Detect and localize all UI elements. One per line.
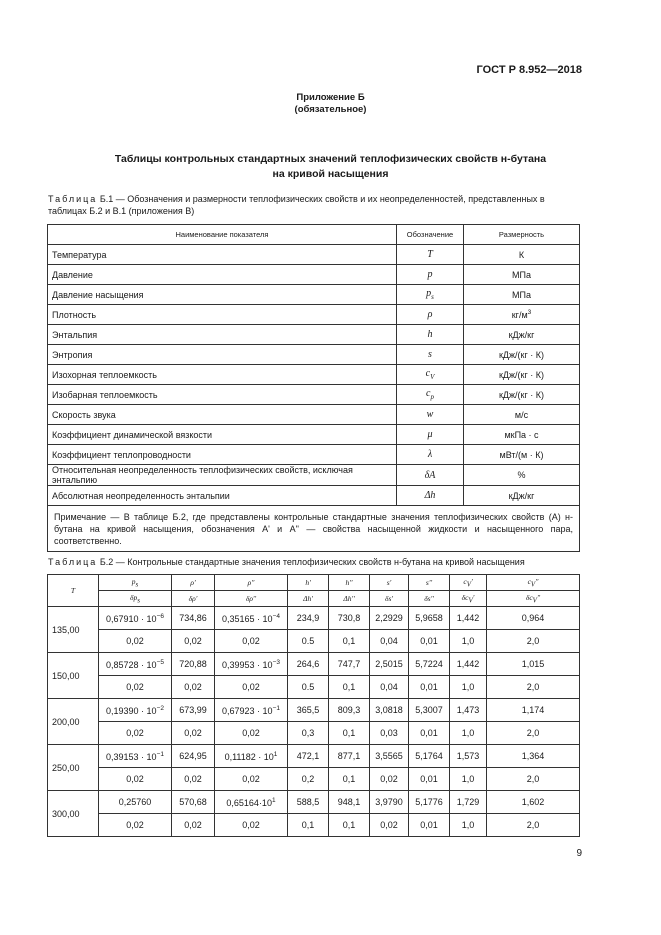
table1-row <box>48 385 580 405</box>
table-row <box>48 791 580 814</box>
value-cell: 5,9658 <box>409 607 450 630</box>
table-row <box>48 745 580 768</box>
table2-header-temperature: T <box>48 575 99 607</box>
uncertainty-cell: 0.5 <box>288 676 329 699</box>
uncertainty-cell: 2,0 <box>487 676 580 699</box>
property-name: Изобарная теплоемкость <box>48 385 397 405</box>
uncertainty-cell: 0,01 <box>409 768 450 791</box>
value-cell: $0,67910 \cdot 10^{-6}$ <box>99 607 172 630</box>
uncertainty-cell: 0,02 <box>99 630 172 653</box>
temperature-cell: 300,00 <box>48 791 99 837</box>
property-symbol: T <box>397 245 464 265</box>
value-cell: 1,174 <box>487 699 580 722</box>
value-cell: 588,5 <box>288 791 329 814</box>
property-name: Относительная неопределенность теплофизических свойств, исключая энтальпию <box>48 465 397 486</box>
uncertainty-cell: 0,02 <box>215 722 288 745</box>
table2-header-property: $p_s$ <box>99 575 172 591</box>
value-cell: 0,964 <box>487 607 580 630</box>
uncertainty-cell: 0,1 <box>288 814 329 837</box>
property-unit: мВт/(м · К) <box>464 445 580 465</box>
value-cell: 3,0818 <box>370 699 409 722</box>
value-cell: 2,5015 <box>370 653 409 676</box>
table2-header-property: ρ'' <box>215 575 288 591</box>
uncertainty-cell: 0,02 <box>172 768 215 791</box>
property-name: Коэффициент динамической вязкости <box>48 425 397 445</box>
page-number: 9 <box>576 848 582 859</box>
uncertainty-cell: 0,01 <box>409 722 450 745</box>
property-symbol: s <box>397 345 464 365</box>
table1-row <box>48 345 580 365</box>
temperature-cell: 150,00 <box>48 653 99 699</box>
uncertainty-cell: 1,0 <box>450 722 487 745</box>
value-cell: 234,9 <box>288 607 329 630</box>
table-row <box>48 607 580 630</box>
section-title-line1: Таблицы контрольных стандартных значений теплофизических свойств н-бутана <box>114 153 547 165</box>
value-cell: $0,67923 \cdot 10^{-1}$ <box>215 699 288 722</box>
table1-row <box>48 305 580 325</box>
uncertainty-cell: 0,04 <box>370 676 409 699</box>
value-cell: 365,5 <box>288 699 329 722</box>
table1-header-name: Наименование показателя <box>48 225 397 245</box>
uncertainty-cell: 0,02 <box>99 722 172 745</box>
uncertainty-cell: 0,02 <box>99 814 172 837</box>
table2-header-uncertainty: Δh'' <box>329 591 370 607</box>
table1-row <box>48 425 580 445</box>
table-row <box>48 699 580 722</box>
uncertainty-cell: 0,04 <box>370 630 409 653</box>
uncertainty-cell: 1,0 <box>450 630 487 653</box>
table2-header-uncertainty: δs'' <box>409 591 450 607</box>
table1-header-row <box>48 225 580 245</box>
property-name: Изохорная теплоемкость <box>48 365 397 385</box>
property-symbol: p <box>397 265 464 285</box>
value-cell: 1,442 <box>450 653 487 676</box>
table1-row <box>48 325 580 345</box>
value-cell: $0,85728 \cdot 10^{-5}$ <box>99 653 172 676</box>
table1-caption <box>48 193 581 217</box>
uncertainty-cell: 0,1 <box>329 768 370 791</box>
table1-row <box>48 486 580 506</box>
uncertainty-cell: 0,02 <box>215 630 288 653</box>
value-cell: 3,5565 <box>370 745 409 768</box>
value-cell: 877,1 <box>329 745 370 768</box>
uncertainty-cell: 2,0 <box>487 768 580 791</box>
value-cell: 948,1 <box>329 791 370 814</box>
uncertainty-cell: 0,1 <box>329 630 370 653</box>
uncertainty-cell: 0,2 <box>288 768 329 791</box>
table2-header-property: s'' <box>409 575 450 591</box>
table-row <box>48 676 580 699</box>
table2-header-uncertainty: $\delta c_V''$ <box>487 591 580 607</box>
value-cell: 3,9790 <box>370 791 409 814</box>
value-cell: 5,1764 <box>409 745 450 768</box>
property-unit: кДж/(кг · К) <box>464 345 580 365</box>
value-cell: 1,442 <box>450 607 487 630</box>
value-cell: 1,015 <box>487 653 580 676</box>
property-unit: кДж/кг <box>464 325 580 345</box>
uncertainty-cell: 0,01 <box>409 630 450 653</box>
table2-caption <box>48 556 581 568</box>
uncertainty-cell: 2,0 <box>487 814 580 837</box>
property-symbol: w <box>397 405 464 425</box>
uncertainty-cell: 0,02 <box>370 768 409 791</box>
property-unit: $кг/м^3$ <box>464 305 580 325</box>
temperature-cell: 250,00 <box>48 745 99 791</box>
document-code: ГОСТ Р 8.952—2018 <box>476 64 582 76</box>
table1-row <box>48 445 580 465</box>
value-cell: $0,39953 \cdot 10^{-3}$ <box>215 653 288 676</box>
table2-header-property: $c_V''$ <box>487 575 580 591</box>
property-symbol: $c_p$ <box>397 385 464 405</box>
uncertainty-cell: 0,02 <box>172 676 215 699</box>
table2-caption-text: Б.2 — Контрольные стандартные значения теплофизических свойств н-бутана на кривой насыщения <box>99 557 525 567</box>
table2-header-property: h'' <box>329 575 370 591</box>
value-cell: 720,88 <box>172 653 215 676</box>
table1-row <box>48 465 580 486</box>
value-cell: 264,6 <box>288 653 329 676</box>
table1-row <box>48 285 580 305</box>
uncertainty-cell: 0,02 <box>215 768 288 791</box>
table-row <box>48 768 580 791</box>
value-cell: 1,729 <box>450 791 487 814</box>
property-unit: % <box>464 465 580 486</box>
table1-caption-label: Таблица <box>48 194 98 204</box>
uncertainty-cell: 0,1 <box>329 814 370 837</box>
appendix-title: Приложение Б <box>296 92 365 103</box>
uncertainty-cell: 0,01 <box>409 676 450 699</box>
value-cell: 1,602 <box>487 791 580 814</box>
uncertainty-cell: 2,0 <box>487 630 580 653</box>
value-cell: 747,7 <box>329 653 370 676</box>
value-cell: 673,99 <box>172 699 215 722</box>
table1-row <box>48 245 580 265</box>
value-cell: 570,68 <box>172 791 215 814</box>
uncertainty-cell: 1,0 <box>450 676 487 699</box>
value-cell: $0,11182 \cdot 10^1$ <box>215 745 288 768</box>
property-symbol: h <box>397 325 464 345</box>
property-symbol: δA <box>397 465 464 486</box>
property-unit: мкПа · с <box>464 425 580 445</box>
property-name: Плотность <box>48 305 397 325</box>
table-row <box>48 653 580 676</box>
uncertainty-cell: 0,02 <box>215 814 288 837</box>
property-symbol: ρ <box>397 305 464 325</box>
temperature-cell: 200,00 <box>48 699 99 745</box>
value-cell: $0,65164\cdot 10^1$ <box>215 791 288 814</box>
property-symbol: Δh <box>397 486 464 506</box>
property-symbol: λ <box>397 445 464 465</box>
property-unit: МПа <box>464 265 580 285</box>
property-name: Давление насыщения <box>48 285 397 305</box>
table1-row <box>48 405 580 425</box>
appendix-subtitle: (обязательное) <box>294 104 367 115</box>
table2-header-uncertainty: $\delta p_s$ <box>99 591 172 607</box>
table1-note-row <box>48 506 580 552</box>
value-cell: 1,473 <box>450 699 487 722</box>
table2-header-row <box>48 575 580 591</box>
table2-header-uncertainty: δs' <box>370 591 409 607</box>
uncertainty-cell: 2,0 <box>487 722 580 745</box>
value-cell: 809,3 <box>329 699 370 722</box>
value-cell: 1,573 <box>450 745 487 768</box>
table1-header-unit: Размерность <box>464 225 580 245</box>
table2-caption-label: Таблица <box>48 557 98 567</box>
uncertainty-cell: 0,1 <box>329 676 370 699</box>
value-cell: 730,8 <box>329 607 370 630</box>
table-row <box>48 722 580 745</box>
uncertainty-cell: 0,02 <box>215 676 288 699</box>
value-cell: $0,35165 \cdot 10^{-4}$ <box>215 607 288 630</box>
uncertainty-cell: 1,0 <box>450 768 487 791</box>
property-unit: МПа <box>464 285 580 305</box>
property-unit: К <box>464 245 580 265</box>
uncertainty-cell: 0,02 <box>99 768 172 791</box>
table1-row <box>48 265 580 285</box>
value-cell: 5,7224 <box>409 653 450 676</box>
table1-caption-text: Б.1 — Обозначения и размерности теплофизических свойств и их неопределенностей, представленных в таблицах Б.2 и В.1 (приложения В) <box>48 194 545 216</box>
table1-header-symbol: Обозначение <box>397 225 464 245</box>
uncertainty-cell: 0,3 <box>288 722 329 745</box>
table2-header-uncertainty: δρ'' <box>215 591 288 607</box>
table-row <box>48 630 580 653</box>
property-unit: кДж/кг <box>464 486 580 506</box>
table2-header-property: s' <box>370 575 409 591</box>
table2-header-row <box>48 591 580 607</box>
property-unit: кДж/(кг · К) <box>464 385 580 405</box>
value-cell: 2,2929 <box>370 607 409 630</box>
property-unit: м/с <box>464 405 580 425</box>
property-symbol: μ <box>397 425 464 445</box>
table2-header-property: $c_V'$ <box>450 575 487 591</box>
section-title <box>60 152 601 182</box>
uncertainty-cell: 0.5 <box>288 630 329 653</box>
property-name: Энтальпия <box>48 325 397 345</box>
table-saturation-values <box>47 574 580 837</box>
property-name: Абсолютная неопределенность энтальпии <box>48 486 397 506</box>
uncertainty-cell: 0,02 <box>172 722 215 745</box>
uncertainty-cell: 1,0 <box>450 814 487 837</box>
property-name: Коэффициент теплопроводности <box>48 445 397 465</box>
value-cell: 5,1776 <box>409 791 450 814</box>
uncertainty-cell: 0,02 <box>172 630 215 653</box>
value-cell: 734,86 <box>172 607 215 630</box>
table2-header-uncertainty: Δh' <box>288 591 329 607</box>
table2-header-uncertainty: $\delta c_V'$ <box>450 591 487 607</box>
value-cell: $0,39153 \cdot 10^{-1}$ <box>99 745 172 768</box>
uncertainty-cell: 0,01 <box>409 814 450 837</box>
property-symbol: $p_s$ <box>397 285 464 305</box>
uncertainty-cell: 0,02 <box>370 814 409 837</box>
table2-header-property: ρ' <box>172 575 215 591</box>
section-title-line2: на кривой насыщения <box>272 168 389 180</box>
property-name: Давление <box>48 265 397 285</box>
table2-header-property: h' <box>288 575 329 591</box>
uncertainty-cell: 0,1 <box>329 722 370 745</box>
table-row <box>48 814 580 837</box>
property-name: Скорость звука <box>48 405 397 425</box>
uncertainty-cell: 0,02 <box>99 676 172 699</box>
value-cell: 472,1 <box>288 745 329 768</box>
uncertainty-cell: 0,02 <box>172 814 215 837</box>
value-cell: 5,3007 <box>409 699 450 722</box>
property-name: Температура <box>48 245 397 265</box>
value-cell: 0,25760 <box>99 791 172 814</box>
property-unit: кДж/(кг · К) <box>464 365 580 385</box>
value-cell: $0,19390 \cdot 10^{-2}$ <box>99 699 172 722</box>
property-name: Энтропия <box>48 345 397 365</box>
value-cell: 1,364 <box>487 745 580 768</box>
value-cell: 624,95 <box>172 745 215 768</box>
table-designations <box>47 224 580 552</box>
temperature-cell: 135,00 <box>48 607 99 653</box>
table1-row <box>48 365 580 385</box>
uncertainty-cell: 0,03 <box>370 722 409 745</box>
table1-note: Примечание — В таблице Б.2, где представлены контрольные стандартные значения теплофизических свойств (A) н-бутана на кривой насыщения, обозначения A' и A'' — свойства насыщенной жидкости и насыщенного пара, соответственно. <box>48 506 580 552</box>
table2-header-uncertainty: δρ' <box>172 591 215 607</box>
property-symbol: $c_V$ <box>397 365 464 385</box>
